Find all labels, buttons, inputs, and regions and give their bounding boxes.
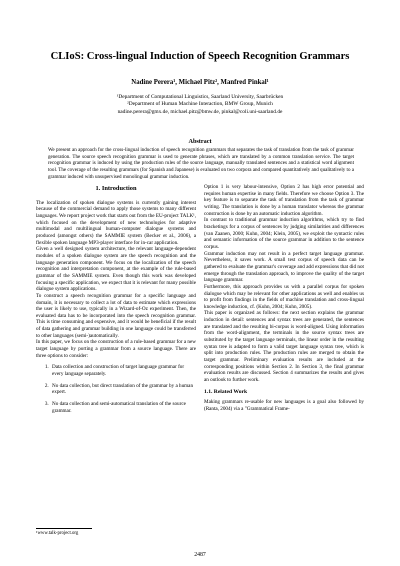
option-item: 1. Data collection and construction of target language grammar for every language separately. — [50, 364, 196, 377]
footnote: ¹www.talk-project.org — [36, 531, 79, 536]
option-item: 3. No data collection and semi-automatical translation of the source grammar. — [50, 401, 196, 414]
body-paragraph: Furthermore, this approach provides us with a parallel corpus for spoken dialogue which may be relevant for other applications as well and enables us to profit from findings in the fields of machine translation and cross-lingual knowledge induction, cf. (Kuhn, 2004; Kuhn, 2005). — [204, 283, 364, 310]
paper-title: CLIoS: Cross-lingual Induction of Speech Recognition Grammars — [50, 51, 350, 62]
intro-paragraph: To construct a speech recognition grammar for a specific language and domain, it is necessary to collect a lot of data to estimate which expressions the user is likely to use, typically in a Wizard-of-Oz experiment. Then, the evaluated data has to be incorporated into the speech recognition grammar. This is time consuming and expensive, and it would be beneficial if the result of data gathering and grammar building in one language could be transferred to other languages (semi-)automatically. — [36, 292, 196, 339]
abstract-text: We present an approach for the cross-lingual induction of speech recognition grammars that separates the task of translation from the task of grammar generation. The source speech recognition grammar is used to generate phrases, which are translated by a common translation service. The target recognition grammar is induced by using the production rules of the source language, manually translated sentences and a statistical word alignment tool. The coverage of the resulting grammars (for Spanish and Japanese) is evaluated on two corpora and compared quantitatively and qualitatively to a grammar induced with unsupervised monolingual grammar induction. — [48, 147, 354, 180]
body-paragraph: Option 1 is very labour-intensive, Option 2 has high error potential and requires human expertise in many fields. Therefore we choose Option 3. The key feature is to separate the task of translation from the task of grammar writing. The translation is done by a human translator whereas the grammar construction is done by an automatic induction algorithm. — [204, 184, 364, 217]
page-number: 2487 — [194, 552, 206, 558]
option-item: 2. No data collection, but direct translation of the grammar by a human expert. — [50, 383, 196, 396]
body-paragraph: Grammar induction may not result in a perfect target language grammar. Nevertheless, it saves work. A small test corpus of speech data can be gathered to evaluate the grammar's coverage and add expressions that did not emerge through the translation approach, to improve the quality of the target language grammar. — [204, 250, 364, 284]
affiliation-line: ¹Department of Computational Linguistics, Saarland University, Saarbrücken — [116, 94, 284, 100]
subsection-heading-related-work: 1.1. Related Work — [204, 388, 248, 395]
left-column — [36, 184, 196, 419]
right-column — [204, 184, 364, 413]
affiliation-line: ²Department of Human Machine Interaction, BMW Group, Munich — [127, 101, 273, 108]
author-list: Nadine Perera¹, Michael Pitz², Manfred Pinkal¹ — [131, 79, 269, 86]
body-paragraph: In contrast to traditional grammar induction algorithms, which try to find bracketings for a corpus of sentences by judging similarities and differences (van Zaanen, 2000; Kuhn, 2004; Klein, 2005), we exploit the syntactic rules and semantic information of the source grammar in addition to the sentence corpus. — [204, 217, 364, 250]
email-line: nadine.perera@gmx.de, michael.pitz@bmw.de, pinkal@coli.uni-saarland.de — [117, 108, 283, 115]
related-work-paragraph: Making grammars re-usable for new languages is a goal also followed by (Ranta, 2004) via a "Grammatical Frame- — [204, 399, 364, 412]
affiliations — [30, 94, 370, 116]
body-paragraph: This paper is organized as follows: the next section explains the grammar induction in detail: sentences and syntax trees are generated, the sentences are translated and the resulting bi-corpus is word-aligned. Using information from the word-alignment, the terminals in the source syntax trees are substituted by the target language terminals, the linear order in the resulting syntax tree is adapted to form a valid target language syntax tree, which is split into production rules. The production rules are merged to obtain the target grammar. Preliminary evaluation results are included at the corresponding positions within Section 2. In Section 3, the final grammar evaluation results are discussed. Section 4 summarizes the results and gives an outlook to further work. — [204, 310, 364, 384]
intro-paragraph: In this paper, we focus on the construction of a rule-based grammar for a new target language by porting a grammar from a source language. There are three options to consider: — [36, 339, 196, 359]
section-heading-introduction: 1. Introduction — [95, 185, 137, 192]
intro-paragraph: The localization of spoken dialogue systems is currently gaining interest because of the commercial demand to apply those systems to many different languages. We report project work that starts out from the EU-project TALK¹, which focused on the development of new technologies for adaptive multimodal and multilingual human-computer dialogue systems and produced (amongst others) the SAMMIE system (Becker et al., 2006), a flexible spoken language MP3-player interface for in-car application. — [36, 199, 196, 246]
intro-paragraph: Given a well designed system architecture, the relevant language-dependent modules of a spoken dialogue system are the speech recognition and the language generation component. We focus on the localization of the speech recognition and interpretation component, at the example of the rule-based grammar of the SAMMIE system. Even though this work was developed focusing a specific application, we expect that it is relevant for many possible dialogue system applications. — [36, 246, 196, 293]
footnote-divider — [36, 528, 92, 529]
options-list — [36, 364, 196, 414]
abstract-heading: Abstract — [188, 138, 212, 145]
